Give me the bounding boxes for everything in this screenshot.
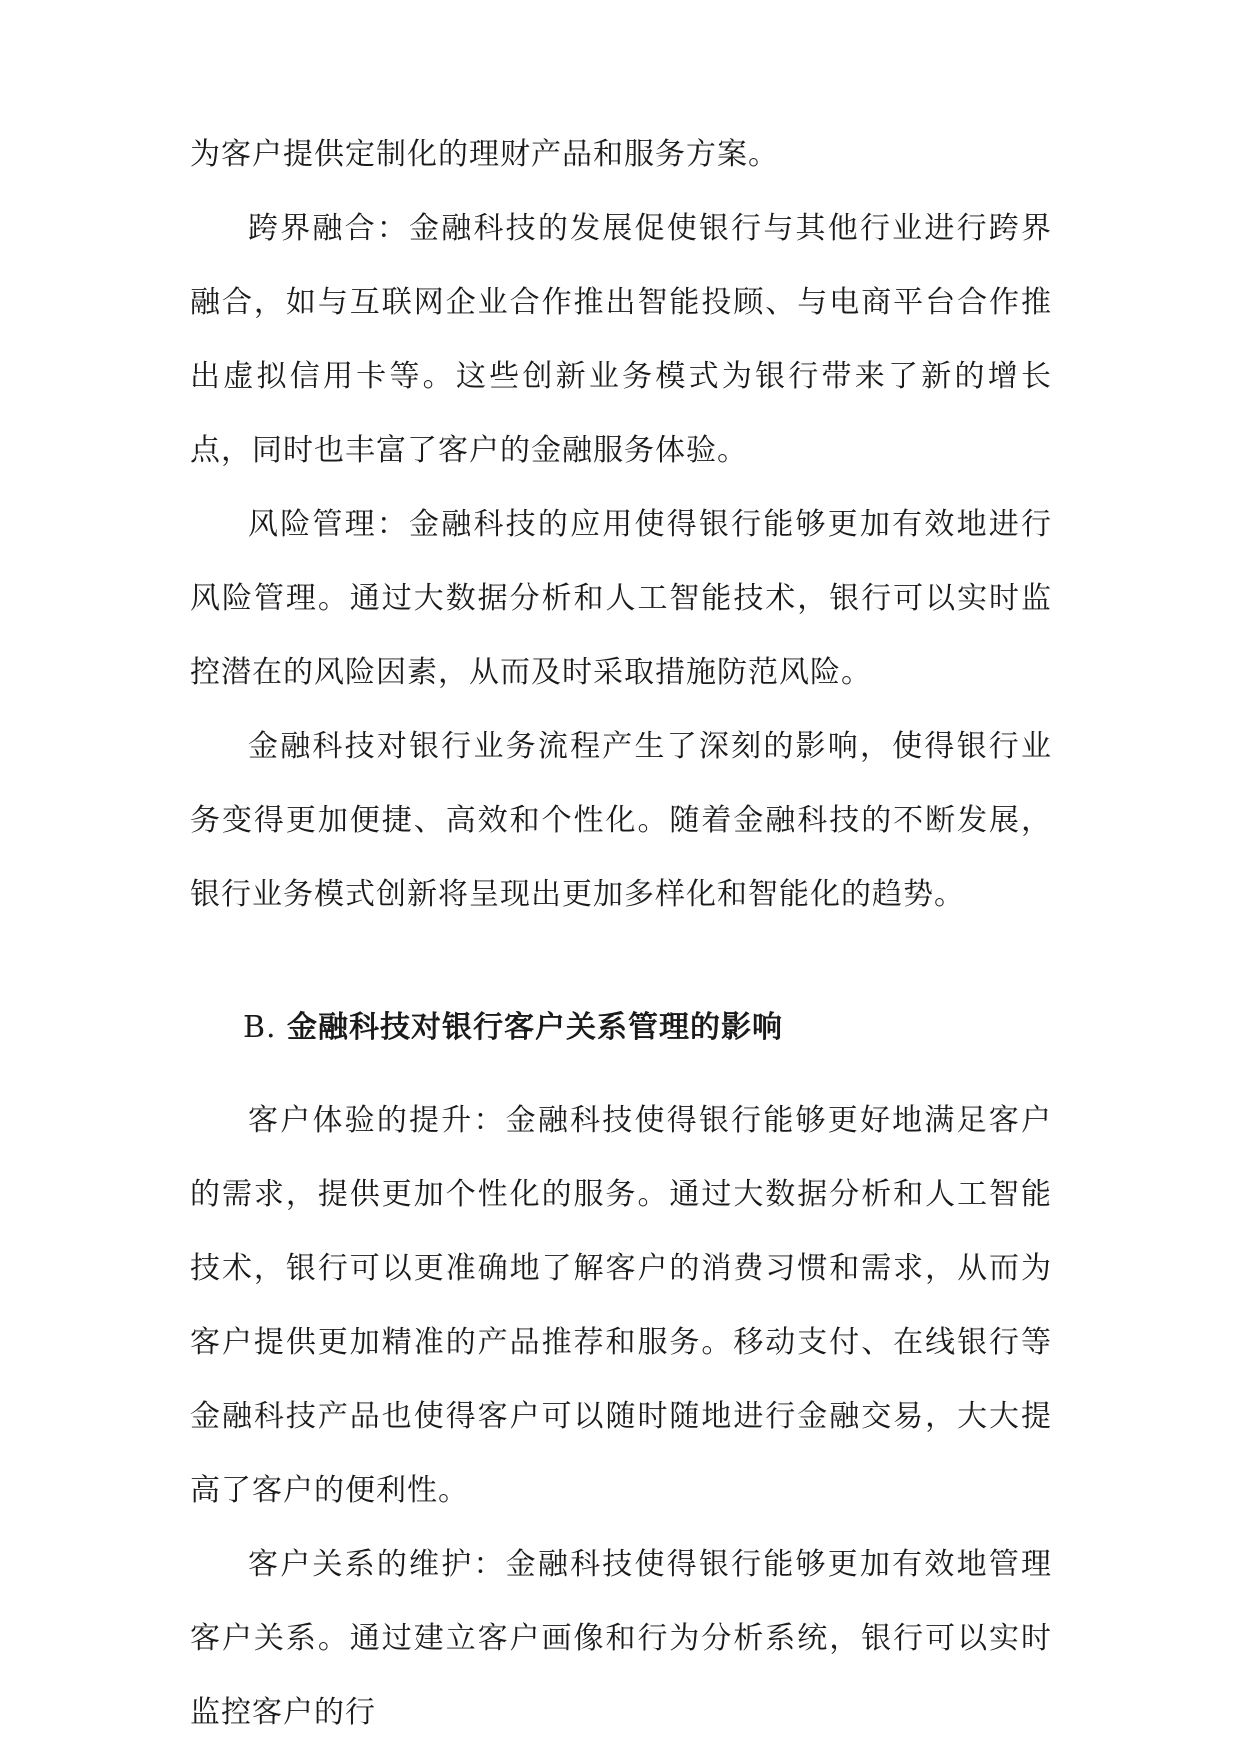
- paragraph-risk-management: 风险管理：金融科技的应用使得银行能够更加有效地进行风险管理。通过大数据分析和人工智能技术，银行可以实时监控潜在的风险因素，从而及时采取措施防范风险。: [190, 507, 1052, 690]
- section-title: 金融科技对银行客户关系管理的影响: [287, 1010, 783, 1045]
- paragraph-cross-industry-fusion: 跨界融合：金融科技的发展促使银行与其他行业进行跨界融合，如与互联网企业合作推出智能投顾、与电商平台合作推出虚拟信用卡等。这些创新业务模式为银行带来了新的增长点，同时也丰富了客户的金融服务体验。: [190, 211, 1052, 468]
- section-heading: [243, 1008, 783, 1048]
- paragraph-summary: 金融科技对银行业务流程产生了深刻的影响，使得银行业务变得更加便捷、高效和个性化。随着金融科技的不断发展，银行业务模式创新将呈现出更加多样化和智能化的趋势。: [190, 729, 1052, 912]
- paragraph-customer-experience: 客户体验的提升：金融科技使得银行能够更好地满足客户的需求，提供更加个性化的服务。通过大数据分析和人工智能技术，银行可以更准确地了解客户的消费习惯和需求，从而为客户提供更加精准的产品推荐和服务。移动支付、在线银行等金融科技产品也使得客户可以随时随地进行金融交易，大大提高了客户的便利性。: [190, 1103, 1052, 1508]
- paragraph-relationship-maintenance: 客户关系的维护：金融科技使得银行能够更加有效地管理客户关系。通过建立客户画像和行为分析系统，银行可以实时监控客户的行: [190, 1547, 1052, 1730]
- paragraph-continuation: 为客户提供定制化的理财产品和服务方案。: [190, 137, 779, 172]
- body-text-bottom: [190, 1084, 1052, 1750]
- section-number: B.: [243, 1010, 277, 1045]
- body-text-top: [190, 118, 1052, 932]
